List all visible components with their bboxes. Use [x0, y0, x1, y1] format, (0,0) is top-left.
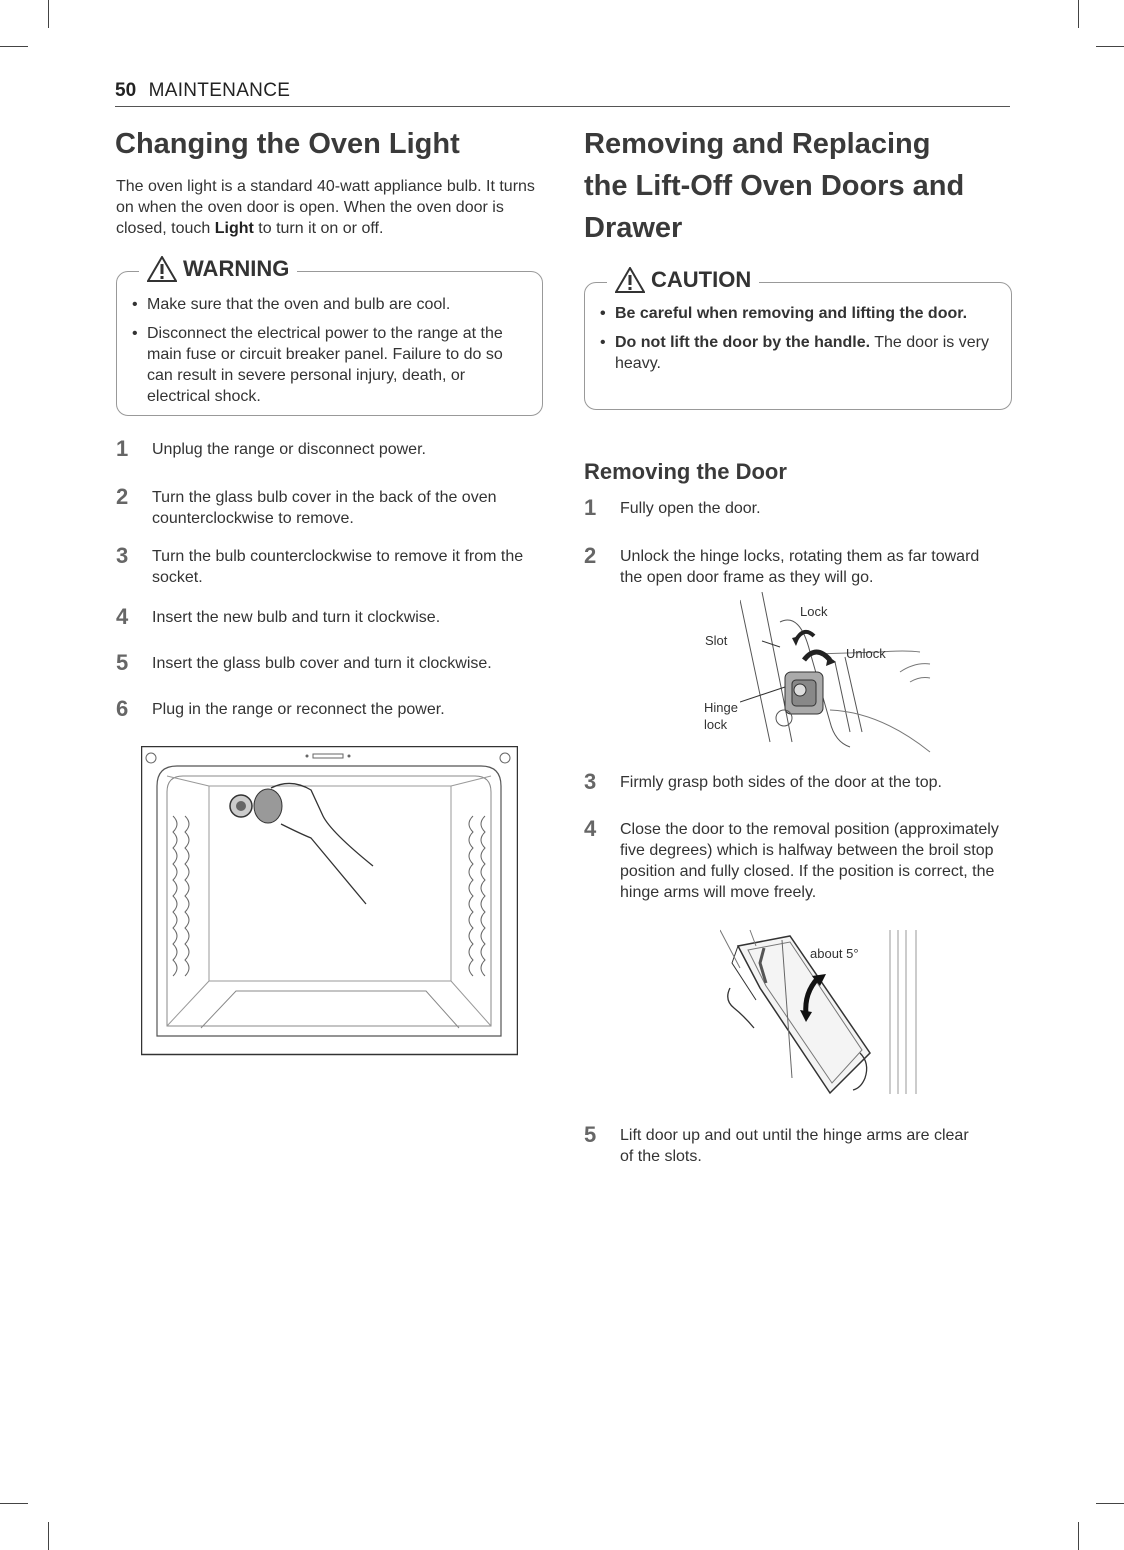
- step-number: 1: [584, 495, 597, 520]
- door-section-title-line3: Drawer: [584, 212, 683, 244]
- crop-mark: [1078, 0, 1079, 28]
- angle-label: about 5°: [810, 946, 859, 961]
- hinge-lock-illustration: [740, 592, 940, 757]
- page-header: [115, 80, 1010, 107]
- step-number: 5: [116, 650, 129, 675]
- step-text: Fully open the door.: [620, 500, 761, 517]
- step-text: Turn the bulb counterclockwise to remove it from the socket.: [152, 548, 524, 586]
- warning-triangle-icon: [147, 256, 177, 282]
- step-number: 6: [116, 696, 129, 721]
- step-text: Unplug the range or disconnect power.: [152, 441, 426, 458]
- warning-triangle-icon: [615, 267, 645, 293]
- left-step: [116, 697, 546, 721]
- right-step: [584, 496, 1014, 520]
- warning-list: [129, 294, 529, 415]
- oven-interior-illustration: [141, 746, 518, 1056]
- left-step: [116, 605, 546, 629]
- right-step: [584, 1123, 1014, 1167]
- left-step: [116, 544, 546, 588]
- caution-item: • Do not lift the door by the handle. The door is very heavy.: [597, 332, 992, 374]
- hinge-lock-label-line1: Hinge: [704, 700, 738, 715]
- light-keyword: Light: [214, 220, 254, 237]
- crop-mark: [1096, 1503, 1124, 1504]
- step-number: 4: [116, 604, 129, 629]
- door-section-title-line1: Removing and Replacing: [584, 128, 931, 160]
- step-number: 2: [116, 484, 129, 509]
- step-text: Lift door up and out until the hinge arms are clear of the slots.: [620, 1127, 969, 1165]
- step-text: Unlock the hinge locks, rotating them as far toward the open door frame as they will go.: [620, 548, 980, 586]
- oven-light-title: Changing the Oven Light: [115, 128, 460, 160]
- step-number: 2: [584, 543, 597, 568]
- right-step: [584, 770, 1014, 794]
- step-text: Insert the new bulb and turn it clockwise.: [152, 609, 441, 626]
- warning-heading: WARNING: [139, 256, 297, 282]
- slot-label: Slot: [705, 633, 728, 648]
- right-step: [584, 544, 1014, 588]
- page-number: 50: [115, 80, 137, 101]
- step-text: Firmly grasp both sides of the door at the top.: [620, 774, 942, 791]
- door-section-title-line2: the Lift-Off Oven Doors and: [584, 170, 965, 202]
- hinge-lock-label-line2: lock: [704, 717, 728, 732]
- caution-box: [584, 267, 1012, 410]
- warning-item: • Disconnect the electrical power to the range at the main fuse or circuit breaker panel. Failure to do so can result in severe personal injury, death, or electrical shock.: [129, 323, 529, 407]
- left-step: [116, 437, 546, 461]
- warning-item: • Make sure that the oven and bulb are cool.: [129, 294, 529, 315]
- step-number: 5: [584, 1122, 597, 1147]
- caution-heading: CAUTION: [607, 267, 759, 293]
- step-number: 1: [116, 436, 129, 461]
- oven-light-intro: The oven light is a standard 40-watt appliance bulb. It turns on when the oven door is open. When the oven door is closed, touch Light to turn it on or off.: [116, 178, 535, 237]
- unlock-label: Unlock: [846, 646, 886, 661]
- step-text: Insert the glass bulb cover and turn it clockwise.: [152, 655, 492, 672]
- crop-mark: [48, 0, 49, 28]
- left-step: [116, 651, 546, 675]
- step-number: 3: [116, 543, 129, 568]
- step-number: 4: [584, 816, 597, 841]
- removing-door-subtitle: Removing the Door: [584, 459, 787, 484]
- crop-mark: [1078, 1522, 1079, 1550]
- right-step: [584, 817, 1014, 903]
- crop-mark: [0, 46, 28, 47]
- lock-label: Lock: [800, 604, 828, 619]
- warning-box: [116, 256, 543, 416]
- caution-item: • Be careful when removing and lifting the door.: [597, 303, 992, 324]
- crop-mark: [0, 1503, 28, 1504]
- caution-list: [597, 303, 992, 382]
- step-number: 3: [584, 769, 597, 794]
- left-step: [116, 485, 546, 529]
- step-text: Close the door to the removal position (approximately five degrees) which is halfway between the broil stop position and fully closed. If the position is correct, the hinge arms will move freely.: [620, 821, 999, 901]
- step-text: Turn the glass bulb cover in the back of the oven counterclockwise to remove.: [152, 489, 497, 527]
- step-text: Plug in the range or reconnect the power.: [152, 701, 445, 718]
- crop-mark: [48, 1522, 49, 1550]
- section-title: MAINTENANCE: [148, 80, 291, 101]
- crop-mark: [1096, 46, 1124, 47]
